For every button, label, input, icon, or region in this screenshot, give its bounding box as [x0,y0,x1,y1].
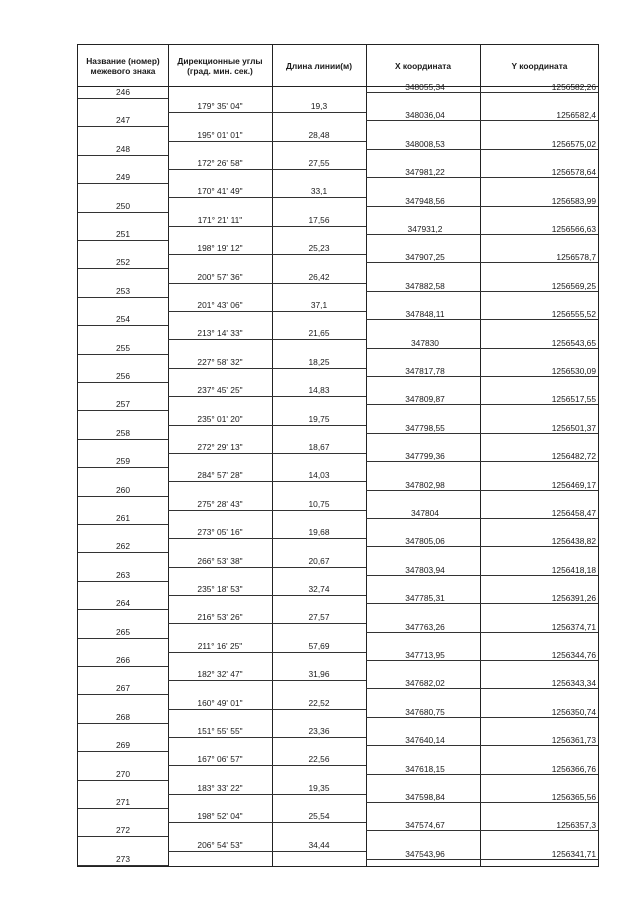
row-rule [480,206,598,207]
row-rule [168,765,272,766]
point-y: 1256391,26 [551,593,596,604]
row-rule [78,155,168,156]
row-rule [480,717,598,718]
row-rule [78,609,168,610]
segment-angle: 216° 53' 26" [197,612,243,623]
row-rule [168,481,272,482]
segment-length: 19,68 [308,527,330,538]
point-name: 252 [116,257,130,268]
point-name: 271 [116,797,130,807]
point-y: 1256578,64 [551,167,596,178]
point-name: 272 [116,825,130,836]
segment-length: 28,48 [308,129,330,140]
point-y: 1256341,71 [551,848,596,859]
header-x: X координата [394,61,452,71]
point-name: 250 [116,200,130,211]
row-rule [78,467,168,468]
row-rule [78,439,168,440]
row-rule [168,709,272,710]
row-rule [168,141,272,142]
point-y: 1256366,76 [551,763,596,774]
row-rule [480,433,598,434]
row-rule [480,546,598,547]
point-name: 260 [116,484,130,495]
row-rule [480,291,598,292]
segment-length: 25,23 [308,243,330,254]
segment-length: 22,56 [308,754,330,765]
segment-angle: 179° 35' 04" [197,101,243,112]
row-rule [480,518,598,519]
row-rule [78,723,168,724]
point-y: 1256343,34 [551,678,596,689]
header-name: Название (номер) межевого знака [86,56,160,76]
segment-length: 17,56 [308,214,330,225]
point-y: 1256566,63 [551,224,596,234]
row-rule [168,368,272,369]
row-rule [78,666,168,667]
segment-length: 18,25 [308,356,330,367]
point-y: 1256517,55 [551,394,596,405]
row-rule [78,354,168,355]
point-name: 255 [116,342,130,353]
row-rule [480,859,598,860]
row-rule [168,794,272,795]
point-x: 347598,84 [405,792,445,802]
segment-angle: 198° 52' 04" [197,811,243,822]
segment-angle: 273° 05' 16" [197,527,243,538]
row-rule [168,169,272,170]
row-rule [78,581,168,582]
segment-length: 27,57 [308,612,330,623]
row-rule [480,575,598,576]
row-rule [366,433,480,434]
row-rule [480,404,598,405]
point-y: 1256365,56 [551,792,596,802]
segment-length: 37,1 [310,300,328,310]
row-rule [480,376,598,377]
row-rule [480,262,598,263]
segment-angle: 237° 45' 25" [197,385,243,396]
row-rule [272,851,366,852]
row-rule [366,603,480,604]
point-y: 1256469,17 [551,479,596,490]
point-y: 1256501,37 [551,422,596,433]
row-rule [366,120,480,121]
row-rule [366,802,480,803]
point-y: 1256575,02 [551,138,596,149]
row-rule [272,141,366,142]
segment-length: 25,54 [308,811,330,822]
row-rule [366,774,480,775]
row-rule [168,510,272,511]
point-y: 1256361,73 [551,735,596,746]
row-rule [366,376,480,377]
row-rule [480,632,598,633]
point-name: 261 [116,513,130,523]
point-x: 348055,34 [405,82,445,92]
segment-angle: 235° 18' 53" [197,584,243,594]
segment-angle: 213° 14' 33" [197,328,243,339]
point-name: 251 [116,229,130,239]
point-y: 1256350,74 [551,706,596,717]
segment-length: 26,42 [308,271,330,282]
segment-angle: 198° 19' 12" [197,243,243,254]
point-x: 347805,06 [405,536,445,547]
row-rule [366,348,480,349]
row-rule [168,311,272,312]
row-rule [168,652,272,653]
row-rule [366,234,480,235]
segment-angle: 272° 29' 13" [197,442,243,452]
row-rule [480,745,598,746]
row-rule [366,859,480,860]
segment-length: 14,03 [308,470,330,481]
point-x: 347882,58 [405,280,445,291]
row-rule [366,92,480,93]
segment-length: 14,83 [308,385,330,396]
row-rule [272,709,366,710]
row-rule [272,510,366,511]
point-name: 262 [116,541,130,552]
row-rule [480,348,598,349]
row-rule [272,822,366,823]
row-rule [272,737,366,738]
point-name: 256 [116,371,130,381]
point-name: 248 [116,143,130,154]
point-name: 264 [116,598,130,609]
segment-length: 22,52 [308,697,330,708]
row-rule [78,240,168,241]
row-rule [168,283,272,284]
row-rule [272,794,366,795]
row-rule [366,291,480,292]
row-rule [272,567,366,568]
row-rule [480,234,598,235]
row-rule [168,425,272,426]
segment-angle: 195° 01' 01" [197,129,243,140]
point-name: 247 [116,115,130,126]
segment-angle: 227° 58' 32" [197,356,243,367]
point-x: 347785,31 [405,593,445,604]
row-rule [480,688,598,689]
row-rule [78,638,168,639]
row-rule [366,518,480,519]
row-rule [272,112,366,113]
point-y: 1256482,72 [551,451,596,462]
point-x: 347680,75 [405,706,445,717]
segment-angle: 284° 57' 28" [197,470,243,481]
point-name: 267 [116,683,130,694]
row-rule [78,297,168,298]
row-rule [78,865,168,866]
row-rule [480,490,598,491]
segment-length: 21,65 [308,328,330,339]
point-x: 347574,67 [405,820,445,831]
point-x: 347682,02 [405,678,445,689]
row-rule [366,660,480,661]
point-x: 347931,2 [407,224,443,234]
row-rule [168,737,272,738]
segment-angle: 211° 16' 25" [197,640,243,651]
point-x: 347948,56 [405,195,445,206]
row-rule [78,212,168,213]
point-name: 265 [116,626,130,637]
point-name: 263 [116,569,130,580]
row-rule [272,254,366,255]
segment-length: 23,36 [308,726,330,736]
row-rule [78,808,168,809]
point-y: 1256582,4 [556,110,596,121]
row-rule [366,632,480,633]
row-rule [272,453,366,454]
segment-length: 18,67 [308,442,330,452]
segment-angle: 182° 32' 47" [197,669,243,680]
point-name: 259 [116,456,130,467]
row-rule [272,652,366,653]
point-x: 347981,22 [405,167,445,178]
segment-angle: 167° 06' 57" [197,754,243,765]
point-x: 347798,55 [405,422,445,433]
row-rule [168,339,272,340]
point-x: 347848,11 [405,309,445,320]
segment-length: 34,44 [308,839,330,850]
row-rule [168,623,272,624]
row-rule [480,461,598,462]
row-rule [78,268,168,269]
row-rule [480,660,598,661]
segment-angle: 170° 41' 49" [197,186,243,197]
point-name: 269 [116,740,130,751]
row-rule [366,490,480,491]
segment-length: 19,35 [308,782,330,793]
row-rule [366,319,480,320]
point-x: 347830 [411,337,439,348]
point-y: 1256583,99 [551,195,596,206]
row-rule [168,226,272,227]
point-name: 253 [116,285,130,296]
point-name: 270 [116,768,130,779]
point-x: 347907,25 [405,252,445,263]
row-rule [272,311,366,312]
row-rule [366,546,480,547]
point-x: 347803,94 [405,564,445,575]
segment-angle: 201° 43' 06" [197,300,243,310]
row-rule [480,774,598,775]
segment-length: 33,1 [310,186,328,197]
row-rule [480,830,598,831]
point-x: 347713,95 [405,650,445,660]
header-y: Y координата [511,61,568,71]
segment-angle: 183° 33' 22" [197,782,243,793]
row-rule [366,262,480,263]
point-y: 1256418,18 [551,564,596,575]
point-x: 347802,98 [405,479,445,490]
point-name: 246 [116,87,130,97]
segment-angle: 172° 26' 58" [197,158,243,168]
row-rule [168,851,272,852]
point-name: 249 [116,172,130,183]
row-rule [272,425,366,426]
row-rule [78,780,168,781]
row-rule [168,680,272,681]
point-name: 254 [116,314,130,325]
point-y: 1256357,3 [556,820,596,831]
point-y: 1256543,65 [551,337,596,348]
segment-length: 32,74 [308,584,330,594]
row-rule [78,325,168,326]
segment-length: 27,55 [308,158,330,168]
point-x: 347804 [411,508,439,518]
segment-length: 57,69 [308,640,330,651]
row-rule [272,595,366,596]
segment-angle: 235° 01' 20" [197,413,243,424]
segment-angle: 200° 57' 36" [197,271,243,282]
row-rule [366,830,480,831]
row-rule [366,461,480,462]
point-y: 1256374,71 [551,621,596,632]
row-rule [366,575,480,576]
row-rule [366,745,480,746]
row-rule [480,120,598,121]
column-divider [366,44,367,867]
row-rule [272,396,366,397]
point-y: 1256578,7 [556,252,596,263]
row-rule [78,126,168,127]
segment-angle: 160° 49' 01" [197,697,243,708]
point-y: 1256582,26 [551,82,596,92]
row-rule [272,623,366,624]
row-rule [366,688,480,689]
row-rule [272,680,366,681]
segment-angle: 266° 53' 38" [197,555,243,566]
row-rule [168,822,272,823]
row-rule [480,319,598,320]
point-name: 268 [116,711,130,722]
row-rule [272,538,366,539]
row-rule [168,112,272,113]
row-rule [366,206,480,207]
column-divider [480,44,481,867]
point-x: 348036,04 [405,110,445,121]
row-rule [168,396,272,397]
segment-angle: 171° 21' 11" [197,214,243,225]
segment-length: 10,75 [308,498,330,509]
row-rule [272,481,366,482]
row-rule [78,836,168,837]
segment-length: 19,75 [308,413,330,424]
row-rule [78,524,168,525]
point-y: 1256458,47 [551,508,596,518]
segment-angle: 275° 28' 43" [197,498,243,509]
column-divider [272,44,273,867]
row-rule [272,197,366,198]
point-x: 347763,26 [405,621,445,632]
row-rule [480,177,598,178]
row-rule [78,694,168,695]
segment-angle: 151° 55' 55" [197,726,243,736]
point-x: 347618,15 [405,763,445,774]
point-x: 347799,36 [405,451,445,462]
row-rule [272,368,366,369]
point-name: 258 [116,427,130,438]
point-y: 1256344,76 [551,650,596,660]
point-name: 257 [116,399,130,410]
row-rule [168,595,272,596]
header-angle: Дирекционные углы (град. мин. сек.) [177,56,263,76]
segment-length: 19,3 [310,101,328,112]
row-rule [272,765,366,766]
point-y: 1256555,52 [551,309,596,320]
segment-length: 20,67 [308,555,330,566]
row-rule [78,496,168,497]
point-y: 1256530,09 [551,366,596,376]
row-rule [272,339,366,340]
row-rule [168,197,272,198]
segment-length: 31,96 [308,669,330,680]
point-y: 1256438,82 [551,536,596,547]
row-rule [78,410,168,411]
row-rule [480,149,598,150]
row-rule [366,177,480,178]
row-rule [366,149,480,150]
row-rule [480,603,598,604]
point-name: 266 [116,655,130,665]
row-rule [480,802,598,803]
point-x: 347640,14 [405,735,445,746]
point-x: 348008,53 [405,138,445,149]
header-length: Длина линии(м) [285,61,353,71]
row-rule [78,382,168,383]
point-x: 347817,78 [405,366,445,376]
row-rule [168,453,272,454]
row-rule [272,283,366,284]
row-rule [480,92,598,93]
row-rule [272,169,366,170]
row-rule [168,538,272,539]
segment-angle: 206° 54' 53" [197,839,243,850]
row-rule [168,567,272,568]
point-y: 1256569,25 [551,280,596,291]
point-x: 347543,96 [405,848,445,859]
row-rule [78,751,168,752]
row-rule [366,404,480,405]
row-rule [78,183,168,184]
row-rule [78,98,168,99]
row-rule [366,717,480,718]
point-x: 347809,87 [405,394,445,405]
row-rule [168,254,272,255]
row-rule [272,226,366,227]
point-name: 273 [116,853,130,864]
row-rule [78,552,168,553]
